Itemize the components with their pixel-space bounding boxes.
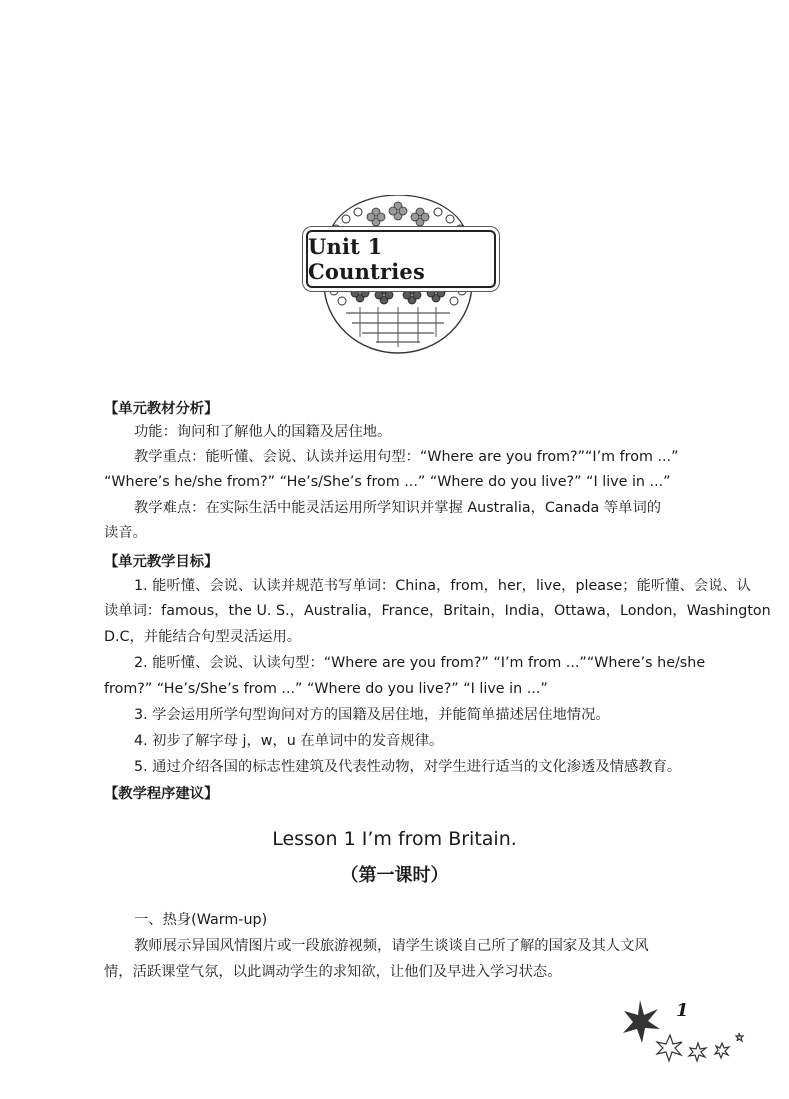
key-points-line-1: 教学重点：能听懂、会说、认读并运用句型：“Where are you from?”“I’m from ...”	[134, 449, 679, 465]
warmup-line-2: 情，活跃课堂气氛，以此调动学生的求知欲，让他们及早进入学习状态。	[104, 964, 562, 980]
function-text: 功能：询问和了解他人的国籍及居住地。	[134, 424, 392, 440]
goal-4: 4. 初步了解字母 j，w，u 在单词中的发音规律。	[134, 733, 444, 749]
difficulty-line-2: 读音。	[104, 525, 147, 541]
warmup-heading: 一、热身(Warm-up)	[134, 912, 268, 928]
lesson-title: Lesson 1 I’m from Britain.	[272, 828, 517, 850]
warmup-line-1: 教师展示异国风情图片或一段旅游视频，请学生谈谈自己所了解的国家及其人文风	[134, 938, 649, 954]
lesson-subtitle: （第一课时）	[340, 865, 449, 886]
goal-3: 3. 学会运用所学句型询问对方的国籍及居住地，并能简单描述居住地情况。	[134, 707, 610, 723]
unit-title: Unit 1 Countries	[308, 234, 425, 284]
goal-2-line-2: from?” “He’s/She’s from ...” “Where do you live?” “I live in ...”	[104, 681, 548, 697]
goal-1-line-2: 读单词：famous，the U. S.，Australia，France，Britain，India，Ottawa，London，Washington	[104, 603, 771, 619]
goal-2-line-1: 2. 能听懂、会说、认读句型：“Where are you from?” “I’m from ...”“Where’s he/she	[134, 655, 706, 671]
procedure-heading: 【教学程序建议】	[104, 786, 219, 802]
goal-1-line-3: D.C，并能结合句型灵活运用。	[104, 629, 302, 645]
goal-1-line-1: 1. 能听懂、会说、认读并规范书写单词：China，from，her，live，please；能听懂、会说、认	[134, 578, 751, 594]
goals-heading: 【单元教学目标】	[104, 554, 219, 570]
key-points-line-2: “Where’s he/she from?” “He’s/She’s from ...” “Where do you live?” “I live in ...”	[104, 474, 671, 490]
difficulty-line-1: 教学难点：在实际生活中能灵活运用所学知识并掌握 Australia，Canada 等单词的	[134, 500, 662, 516]
analysis-heading: 【单元教材分析】	[104, 401, 219, 417]
goal-5: 5. 通过介绍各国的标志性建筑及代表性动物，对学生进行适当的文化渗透及情感教育。	[134, 759, 682, 775]
page-number: 1	[676, 1000, 689, 1021]
unit-title-box	[306, 230, 496, 288]
